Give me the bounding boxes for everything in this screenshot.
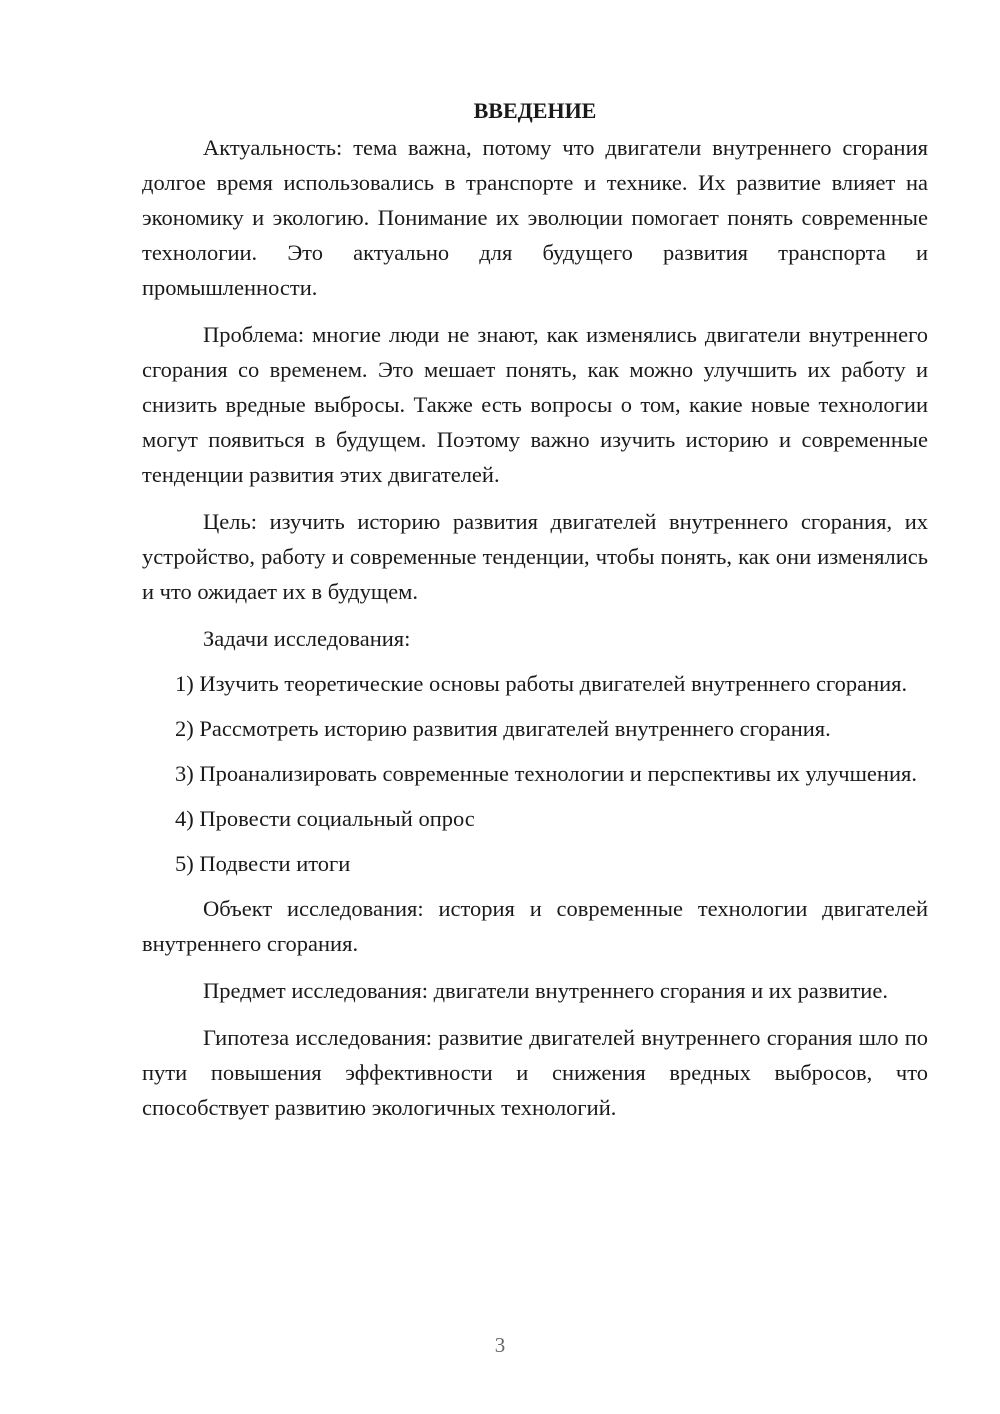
paragraph-hypothesis: Гипотеза исследования: развитие двигателей внутреннего сгорания шло по пути повышения эффективности и снижения вредных выбросов, что способствует развитию экологичных технологий. (142, 1025, 928, 1120)
paragraph-relevance: Актуальность: тема важна, потому что двигатели внутреннего сгорания долгое время использовались в транспорте и технике. Их развитие влияет на экономику и экологию. Понимание их эволюции помогает понять современные технологии. Это актуально для будущего развития транспорта и промышленности. (142, 135, 928, 300)
page-title: ВВЕДЕНИЕ (473, 98, 597, 123)
task-item-4: 4) Провести социальный опрос (175, 806, 475, 831)
tasks-heading: Задачи исследования: (203, 626, 411, 651)
paragraph-subject: Предмет исследования: двигатели внутреннего сгорания и их развитие. (203, 978, 888, 1003)
task-item-5: 5) Подвести итоги (175, 851, 351, 876)
page-number: 3 (494, 1333, 506, 1357)
document-page (142, 96, 928, 1137)
task-item-3: 3) Проанализировать современные технологии и перспективы их улучшения. (175, 761, 917, 786)
paragraph-object: Объект исследования: история и современные технологии двигателей внутреннего сгорания. (142, 896, 928, 956)
task-item-2: 2) Рассмотреть историю развития двигателей внутреннего сгорания. (175, 716, 831, 741)
paragraph-problem: Проблема: многие люди не знают, как изменялись двигатели внутреннего сгорания со временем. Это мешает понять, как можно улучшить их работу и снизить вредные выбросы. Также есть вопросы о том, какие новые технологии могут появиться в будущем. Поэтому важно изучить историю и современные тенденции развития этих двигателей. (142, 322, 928, 487)
paragraph-goal: Цель: изучить историю развития двигателей внутреннего сгорания, их устройство, работу и современные тенденции, чтобы понять, как они изменялись и что ожидает их в будущем. (142, 509, 928, 604)
task-item-1: 1) Изучить теоретические основы работы двигателей внутреннего сгорания. (175, 671, 908, 696)
